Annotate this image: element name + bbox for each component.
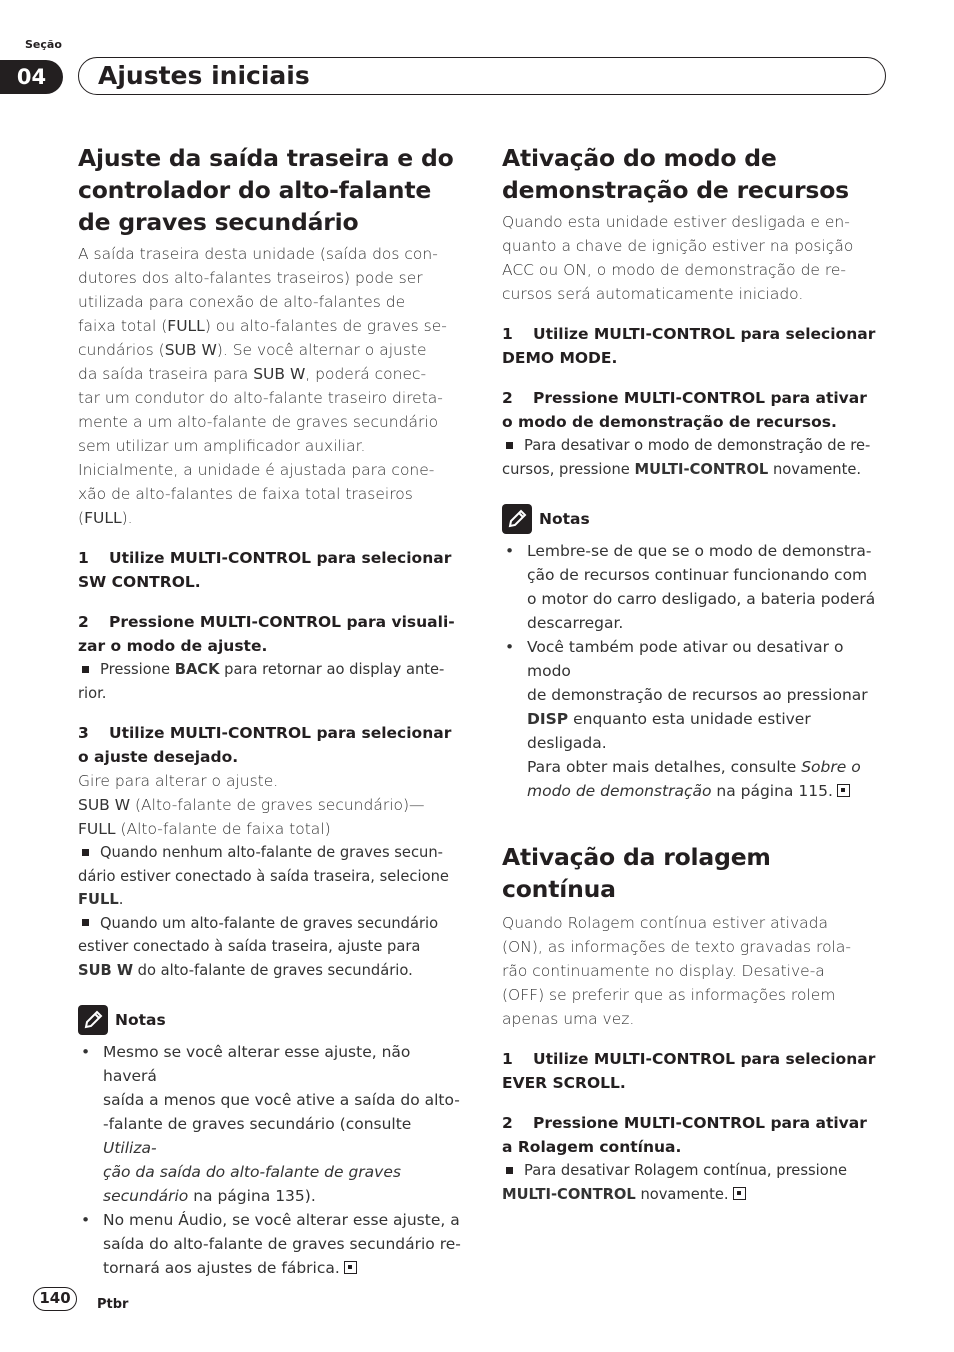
pencil-icon [502, 504, 532, 534]
notes-title: Notas [115, 1011, 166, 1029]
right-notes [502, 503, 890, 803]
left-heading: Ajuste da saída traseira e do controlador do alto-falante de graves secundário [78, 144, 454, 236]
intro-line: xão de alto-falantes de faixa total traseiros [78, 485, 413, 503]
intro-line: cundários (SUB W). Se você alternar o ajuste [78, 341, 427, 359]
end-mark-icon [837, 784, 850, 797]
bullet-square-icon [82, 666, 89, 673]
left-intro [78, 242, 466, 530]
notes-title: Notas [539, 510, 590, 528]
intro-line: tar um condutor do alto-falante traseiro direta- [78, 389, 443, 407]
pencil-icon [78, 1005, 108, 1035]
language-code: Ptbr [97, 1297, 129, 1312]
end-mark-icon [344, 1261, 357, 1274]
left-step-2: 2 Pressione MULTI-CONTROL para visuali- zar o modo de ajuste. [78, 613, 455, 655]
left-step-3-body: Gire para alterar o ajuste. SUB W (Alto-falante de graves secundário)— FULL (Alto-falante de faixa total) [78, 772, 425, 838]
intro-line: faixa total (FULL) ou alto-falantes de graves se- [78, 317, 447, 335]
bullet-square-icon [506, 1167, 513, 1174]
end-mark-icon [733, 1187, 746, 1200]
right-intro-demo: Quando esta unidade estiver desligada e en- quanto a chave de ignição estiver na posição ACC ou ON, o modo de demonstração de re- cursos será automaticamente iniciado. [502, 213, 854, 303]
bullet-square-icon [506, 442, 513, 449]
left-step-2-note: Pressione BACK para retornar ao display ante- rior. [78, 661, 445, 702]
section-title: Ajustes iniciais [98, 61, 310, 90]
note-item: • Você também pode ativar ou desativar o modo de demonstração de recursos ao pressionar DISP enquanto esta unidade estiver desligada. Para obter mais detalhes, consulte Sobre o modo de demonstração na página 115. [502, 635, 890, 803]
section-number-badge: 04 [0, 60, 63, 94]
left-step-3-note-2: Quando um alto-falante de graves secundário estiver conectado à saída traseira, ajuste para SUB W do alto-falante de graves secundário. [78, 914, 439, 979]
right-heading-scroll: Ativação da rolagem contínua [502, 843, 771, 903]
intro-line: sem utilizar um amplificador auxiliar. [78, 437, 366, 455]
right-step-2-note: Para desativar o modo de demonstração de re- cursos, pressione MULTI-CONTROL novamente. [502, 437, 871, 478]
intro-line: A saída traseira desta unidade (saída dos con- [78, 245, 438, 263]
right-step-4: 2 Pressione MULTI-CONTROL para ativar a Rolagem contínua. [502, 1114, 867, 1156]
right-step-2: 2 Pressione MULTI-CONTROL para ativar o modo de demonstração de recursos. [502, 389, 867, 431]
left-step-3: 3 Utilize MULTI-CONTROL para selecionar o ajuste desejado. [78, 724, 452, 766]
page-number: 140 [33, 1287, 77, 1311]
right-step-1: 1 Utilize MULTI-CONTROL para selecionar DEMO MODE. [502, 325, 876, 367]
intro-line: (FULL). [78, 509, 133, 527]
right-step-4-note: Para desativar Rolagem contínua, pressione MULTI-CONTROL novamente. [502, 1162, 848, 1203]
section-label: Seção [25, 38, 62, 51]
right-step-3: 1 Utilize MULTI-CONTROL para selecionar EVER SCROLL. [502, 1050, 876, 1092]
left-step-1: 1 Utilize MULTI-CONTROL para selecionar SW CONTROL. [78, 549, 452, 591]
intro-line: utilizada para conexão de alto-falantes de [78, 293, 406, 311]
right-intro-scroll: Quando Rolagem contínua estiver ativada (ON), as informações de texto gravadas rola- rão continuamente no display. Desative-a (OFF) se preferir que as informações rolem apenas uma vez. [502, 914, 851, 1028]
bullet-square-icon [82, 849, 89, 856]
note-item: • Lembre-se de que se o modo de demonstra- ção de recursos continuar funcionando com o motor do carro desligado, a bateria poderá descarregar. [502, 539, 890, 635]
intro-line: mente a um alto-falante de graves secundário [78, 413, 439, 431]
note-item: • No menu Áudio, se você alterar esse ajuste, a saída do alto-falante de graves secundário re- tornará aos ajustes de fábrica. [78, 1208, 466, 1280]
left-notes [78, 1004, 466, 1280]
intro-line: dutores dos alto-falantes traseiros) pode ser [78, 269, 423, 287]
intro-line: Inicialmente, a unidade é ajustada para cone- [78, 461, 435, 479]
left-column [78, 142, 466, 1280]
left-step-3-note-1: Quando nenhum alto-falante de graves secun- dário estiver conectado à saída traseira, selecione FULL. [78, 844, 449, 908]
note-item: • Mesmo se você alterar esse ajuste, não haverá saída a menos que você ative a saída do alto- -falante de graves secundário (consulte Utiliza- ção da saída do alto-falante de graves secundário na página 135). [78, 1040, 466, 1208]
right-heading-demo: Ativação do modo de demonstração de recursos [502, 144, 849, 204]
intro-line: da saída traseira para SUB W, poderá conec- [78, 365, 427, 383]
right-column [502, 142, 890, 1206]
bullet-square-icon [82, 919, 89, 926]
